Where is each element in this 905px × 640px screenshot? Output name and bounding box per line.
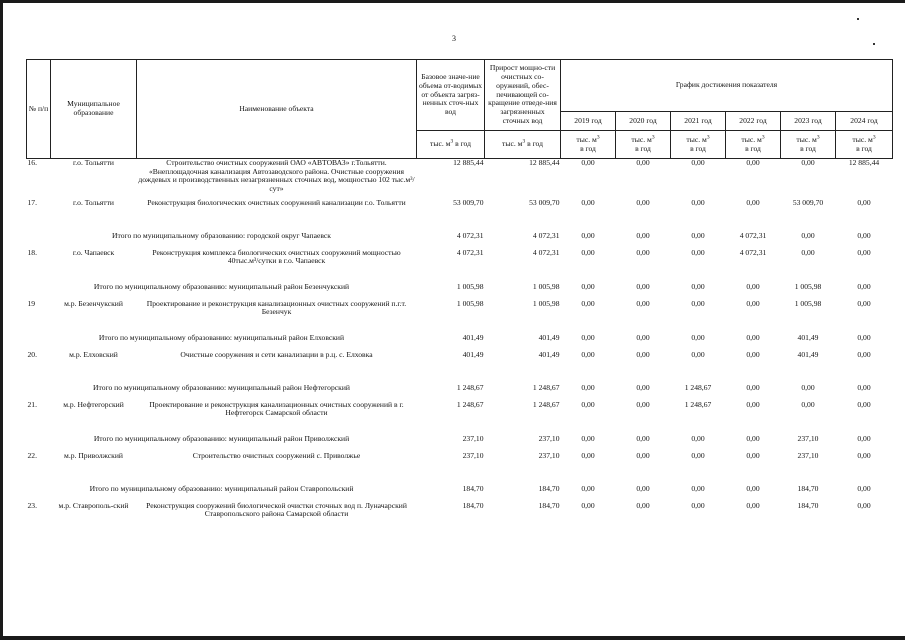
header-object-name: Наименование объекта	[137, 60, 417, 159]
row-year-value-5: 0,00	[801, 399, 815, 409]
table-row	[27, 159, 893, 199]
row-year-value-4: 4 072,31	[739, 230, 767, 240]
scan-speck	[873, 43, 875, 45]
row-year-value-5: 184,70	[797, 483, 819, 493]
row-year-value-5: 401,49	[797, 349, 819, 359]
row-municipality: м.р. Безенчукский	[64, 298, 123, 308]
row-year-value-5: 184,70	[797, 500, 819, 510]
row-municipality: м.р. Нефтегорский	[63, 399, 124, 409]
row-base-volume: 4 072,31	[456, 230, 484, 240]
row-capacity-increase: 53 009,70	[529, 197, 560, 207]
row-year-value-1: 0,00	[581, 281, 595, 291]
header-unit-year-2: тыс. $м^3$ в год	[616, 131, 671, 159]
row-year-value-6: 0,00	[857, 483, 871, 493]
row-year-value-1: 0,00	[581, 450, 595, 460]
row-base-volume: 1 005,98	[456, 298, 484, 308]
row-object-name: Строительство очистных сооружений с. Приволжье	[192, 450, 361, 460]
row-year-value-6: 0,00	[857, 433, 871, 443]
row-year-value-6: 0,00	[857, 450, 871, 460]
row-year-value-2: 0,00	[636, 399, 650, 409]
row-municipality: г.о. Тольятти	[73, 158, 114, 167]
subtotal-label: Итого по муниципальному образованию: муниципальный район Елховский	[98, 332, 345, 342]
subtotal-row	[27, 326, 893, 351]
row-number: 22.	[27, 450, 37, 460]
row-base-volume: 184,70	[462, 500, 484, 510]
row-year-value-2: 0,00	[636, 247, 650, 257]
subtotal-row	[27, 224, 893, 249]
row-capacity-increase: 184,70	[538, 483, 560, 493]
header-unit-year-4: тыс. $м^3$ в год	[726, 131, 781, 159]
subtotal-row	[27, 376, 893, 401]
row-object-name: Проектирование и реконструкция канализационных очистных сооружений в г. Нефтегорск Самарской области	[149, 399, 404, 418]
row-year-value-4: 0,00	[746, 399, 760, 409]
subtotal-label: Итого по муниципальному образованию: муниципальный район Ставропольский	[89, 483, 354, 493]
row-year-value-3: 0,00	[691, 433, 705, 443]
row-year-value-6: 0,00	[857, 399, 871, 409]
row-year-value-1: 0,00	[581, 433, 595, 443]
row-municipality: г.о. Тольятти	[73, 197, 114, 207]
row-municipality: г.о. Чапаевск	[72, 247, 115, 257]
row-year-value-2: 0,00	[636, 433, 650, 443]
row-year-value-4: 0,00	[746, 382, 760, 392]
header-year-6: 2024 год	[836, 112, 893, 131]
row-year-value-2: 0,00	[636, 450, 650, 460]
scan-border-bottom	[0, 636, 905, 640]
header-year-1: 2019 год	[561, 112, 616, 131]
row-number: 19	[27, 298, 36, 308]
row-base-volume: 4 072,31	[456, 247, 484, 257]
header-unit-year-3: тыс. $м^3$ в год	[671, 131, 726, 159]
scan-border-left	[0, 0, 3, 640]
row-number: 17.	[27, 197, 37, 207]
table-row	[27, 502, 893, 528]
row-year-value-6: 0,00	[857, 281, 871, 291]
row-year-value-1: 0,00	[581, 247, 595, 257]
row-year-value-6: 0,00	[857, 382, 871, 392]
row-year-value-2: 0,00	[636, 349, 650, 359]
subtotal-row	[27, 477, 893, 502]
subtotal-label: Итого по муниципальному образованию: городской округ Чапаевск	[112, 230, 331, 240]
row-year-value-2: 0,00	[636, 500, 650, 510]
row-year-value-6: 0,00	[857, 197, 871, 207]
row-year-value-6: 0,00	[857, 332, 871, 342]
row-capacity-increase: 1 005,98	[532, 298, 560, 308]
row-year-value-6: 0,00	[857, 298, 871, 308]
header-year-5: 2023 год	[781, 112, 836, 131]
scan-border-top	[0, 0, 905, 3]
row-year-value-1: 0,00	[581, 399, 595, 409]
row-year-value-3: 0,00	[691, 450, 705, 460]
row-capacity-increase: 237,10	[538, 450, 560, 460]
row-year-value-5: 0,00	[801, 158, 815, 167]
row-year-value-5: 0,00	[801, 230, 815, 240]
row-year-value-4: 4 072,31	[739, 247, 767, 257]
row-municipality: м.р. Ставрополь-ский	[58, 500, 129, 510]
table-row	[27, 249, 893, 275]
row-year-value-4: 0,00	[746, 298, 760, 308]
row-object-name: Очистные сооружения и сети канализации в р.ц. с. Елховка	[180, 349, 373, 359]
row-year-value-4: 0,00	[746, 483, 760, 493]
row-number: 16.	[27, 158, 37, 167]
row-year-value-4: 0,00	[746, 197, 760, 207]
row-year-value-6: 12 885,44	[848, 158, 880, 167]
row-capacity-increase: 401,49	[538, 332, 560, 342]
row-year-value-2: 0,00	[636, 298, 650, 308]
row-number: 21.	[27, 399, 37, 409]
header-year-3: 2021 год	[671, 112, 726, 131]
row-capacity-increase: 184,70	[538, 500, 560, 510]
row-year-value-6: 0,00	[857, 500, 871, 510]
subtotal-label: Итого по муниципальному образованию: муниципальный район Нефтегорский	[93, 382, 350, 392]
row-year-value-6: 0,00	[857, 230, 871, 240]
subtotal-label: Итого по муниципальному образованию: муниципальный район Приволжский	[93, 433, 350, 443]
row-year-value-5: 1 005,98	[794, 281, 822, 291]
header-base-volume: Базовое значе-ние объема от-водимых от объекта загряз-ненных сточ-ных вод	[417, 60, 485, 131]
header-unit-year-1: тыс. $м^3$ в год	[561, 131, 616, 159]
row-base-volume: 1 248,67	[456, 382, 484, 392]
header-year-4: 2022 год	[726, 112, 781, 131]
subtotal-row	[27, 275, 893, 300]
row-year-value-3: 0,00	[691, 247, 705, 257]
page-number: 3	[452, 34, 456, 43]
row-year-value-3: 0,00	[691, 332, 705, 342]
row-year-value-6: 0,00	[857, 247, 871, 257]
row-base-volume: 401,49	[462, 349, 484, 359]
row-year-value-1: 0,00	[581, 382, 595, 392]
row-year-value-2: 0,00	[636, 230, 650, 240]
row-year-value-3: 1 248,67	[684, 399, 712, 409]
row-year-value-1: 0,00	[581, 197, 595, 207]
row-municipality: м.р. Приволжский	[64, 450, 123, 460]
header-unit-year-6: тыс. $м^3$ в год	[836, 131, 893, 159]
row-year-value-3: 0,00	[691, 349, 705, 359]
row-capacity-increase: 4 072,31	[532, 230, 560, 240]
row-year-value-2: 0,00	[636, 332, 650, 342]
row-year-value-4: 0,00	[746, 158, 760, 167]
row-year-value-5: 53 009,70	[792, 197, 824, 207]
row-number: 20.	[27, 349, 37, 359]
row-year-value-5: 0,00	[801, 382, 815, 392]
row-base-volume: 1 248,67	[456, 399, 484, 409]
row-year-value-4: 0,00	[746, 349, 760, 359]
row-year-value-2: 0,00	[636, 382, 650, 392]
row-year-value-1: 0,00	[581, 500, 595, 510]
header-unit-increase: тыс. $м^3$ в год	[485, 131, 561, 159]
row-year-value-1: 0,00	[581, 483, 595, 493]
row-year-value-5: 237,10	[797, 433, 819, 443]
row-base-volume: 237,10	[462, 450, 484, 460]
row-object-name: Реконструкция сооружений биологической очистки сточных вод п. Луначарский Ставропольского района Самарской области	[146, 500, 407, 519]
table-row	[27, 452, 893, 477]
row-year-value-5: 0,00	[801, 247, 815, 257]
row-object-name: Проектирование и реконструкция канализационных очистных сооружений п.г.т. Безенчук	[146, 298, 407, 317]
row-year-value-4: 0,00	[746, 281, 760, 291]
row-year-value-4: 0,00	[746, 433, 760, 443]
row-object-name: Строительство очистных сооружений ОАО «АВТОВАЗ» г.Тольятти. «Внеплощадочная канализация Автозаводского района. Очистные сооружения дождевых и производственных незагрязненных сточных вод, мощностью 102 тыс.м³/сут»	[138, 158, 415, 194]
row-base-volume: 401,49	[462, 332, 484, 342]
table-row	[27, 199, 893, 224]
row-base-volume: 184,70	[462, 483, 484, 493]
row-year-value-3: 0,00	[691, 298, 705, 308]
row-municipality: м.р. Елховский	[69, 349, 118, 359]
row-capacity-increase: 1 248,67	[532, 399, 560, 409]
subtotal-label: Итого по муниципальному образованию: муниципальный район Безенчукский	[93, 281, 350, 291]
row-year-value-4: 0,00	[746, 500, 760, 510]
row-year-value-2: 0,00	[636, 483, 650, 493]
row-year-value-5: 401,49	[797, 332, 819, 342]
row-base-volume: 237,10	[462, 433, 484, 443]
header-unit-year-5: тыс. $м^3$ в год	[781, 131, 836, 159]
row-base-volume: 12 885,44	[453, 158, 484, 167]
table-row	[27, 401, 893, 427]
row-year-value-6: 0,00	[857, 349, 871, 359]
header-number: № п/п	[27, 60, 51, 159]
row-year-value-1: 0,00	[581, 230, 595, 240]
row-capacity-increase: 12 885,44	[529, 158, 560, 167]
header-schedule: График достижения показателя	[561, 60, 893, 112]
row-year-value-1: 0,00	[581, 349, 595, 359]
header-unit-base: тыс. $м^3$ в год	[417, 131, 485, 159]
scan-speck	[857, 18, 859, 20]
row-capacity-increase: 4 072,31	[532, 247, 560, 257]
row-object-name: Реконструкция биологических очистных сооружений канализации г.о. Тольятти	[147, 197, 406, 207]
row-year-value-4: 0,00	[746, 450, 760, 460]
row-year-value-4: 0,00	[746, 332, 760, 342]
header-capacity-increase: Прирост мощно-сти очистных со-оружений, обес-печивающей со-кращение отведе-ния загрязненных сточных вод	[485, 60, 561, 131]
row-year-value-3: 1 248,67	[684, 382, 712, 392]
row-year-value-2: 0,00	[636, 158, 650, 167]
row-year-value-3: 0,00	[691, 158, 705, 167]
row-year-value-3: 0,00	[691, 197, 705, 207]
row-year-value-3: 0,00	[691, 500, 705, 510]
row-year-value-1: 0,00	[581, 332, 595, 342]
row-capacity-increase: 401,49	[538, 349, 560, 359]
row-number: 23.	[27, 500, 37, 510]
row-year-value-3: 0,00	[691, 281, 705, 291]
row-capacity-increase: 1 005,98	[532, 281, 560, 291]
row-capacity-increase: 1 248,67	[532, 382, 560, 392]
subtotal-row	[27, 427, 893, 452]
row-year-value-5: 237,10	[797, 450, 819, 460]
row-year-value-1: 0,00	[581, 298, 595, 308]
header-municipality: Муниципальное образование	[51, 60, 137, 159]
row-number: 18.	[27, 247, 37, 257]
row-base-volume: 1 005,98	[456, 281, 484, 291]
table-row	[27, 351, 893, 376]
row-year-value-3: 0,00	[691, 483, 705, 493]
row-capacity-increase: 237,10	[538, 433, 560, 443]
row-year-value-2: 0,00	[636, 281, 650, 291]
table-row	[27, 300, 893, 326]
row-year-value-1: 0,00	[581, 158, 595, 167]
row-year-value-5: 1 005,98	[794, 298, 822, 308]
header-year-2: 2020 год	[616, 112, 671, 131]
row-year-value-2: 0,00	[636, 197, 650, 207]
indicator-table	[26, 59, 893, 528]
row-base-volume: 53 009,70	[453, 197, 484, 207]
row-year-value-3: 0,00	[691, 230, 705, 240]
row-object-name: Реконструкция комплекса биологических очистных сооружений мощностью 40тыс.м³/сутки в г.о. Чапаевск	[152, 247, 401, 266]
